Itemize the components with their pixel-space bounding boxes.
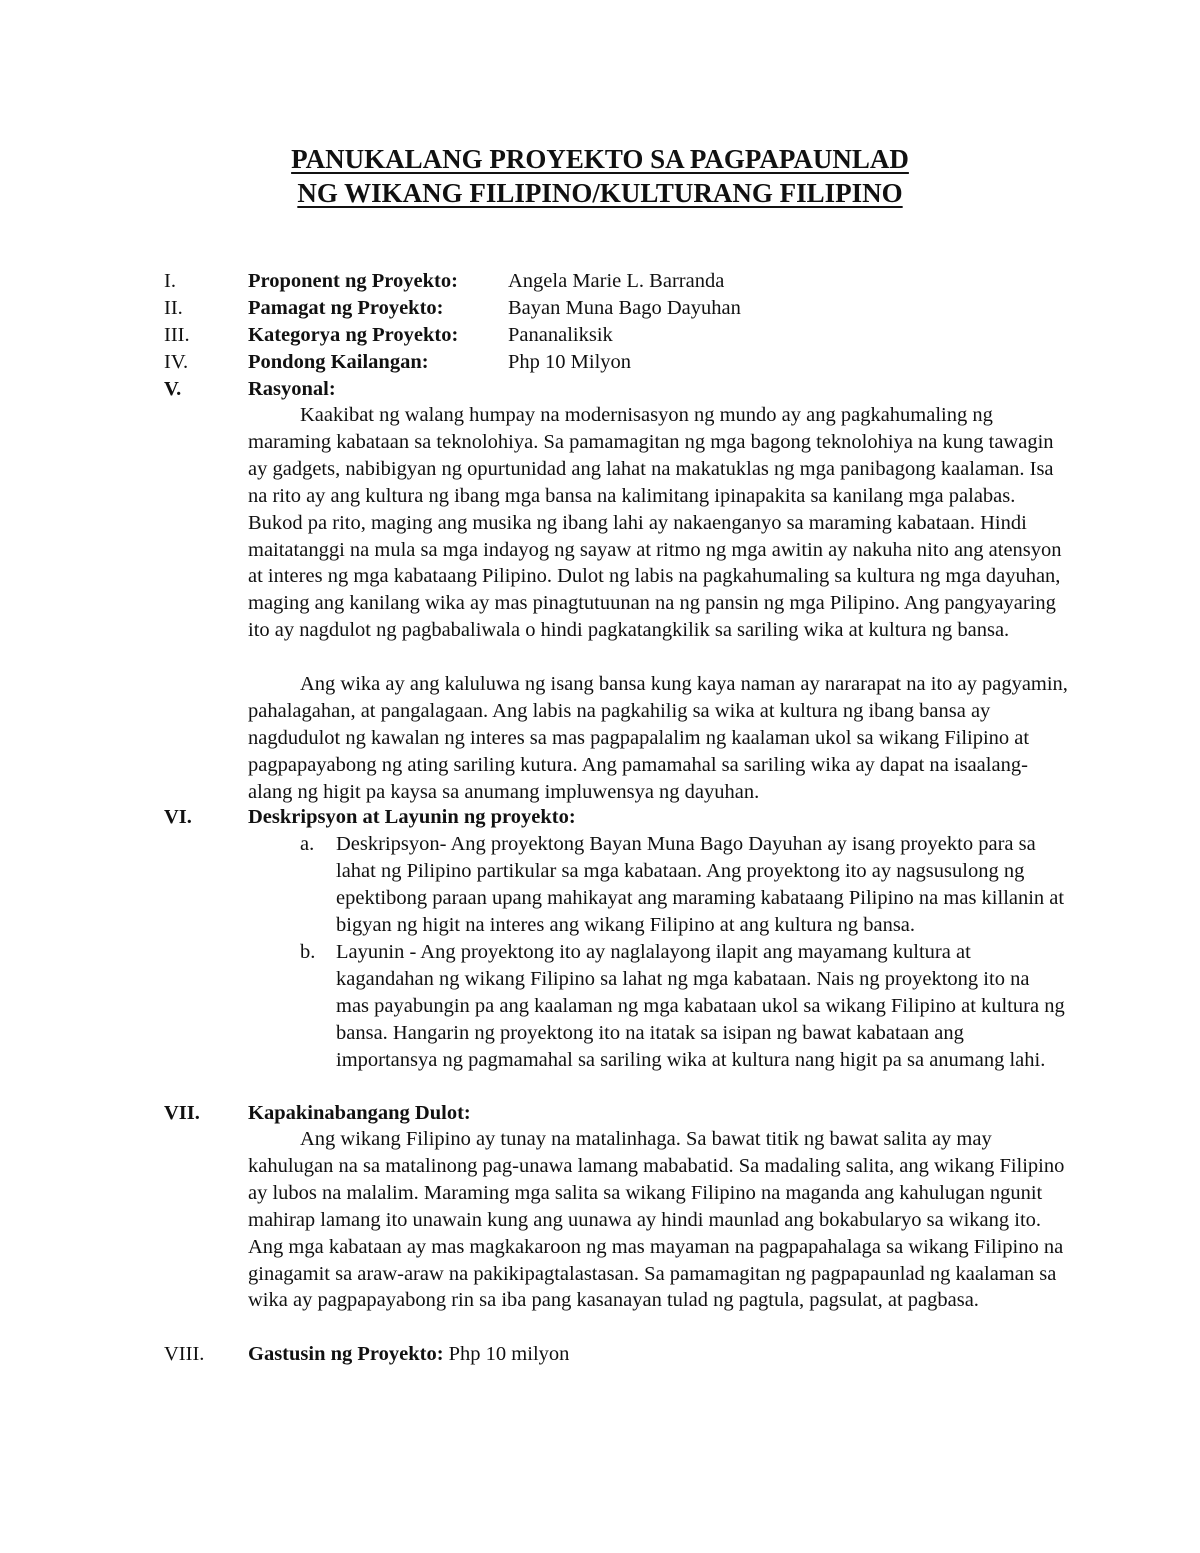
item-number: VIII. [164,1343,205,1365]
item-value: Angela Marie L. Barranda [508,270,725,292]
item-label: Proponent ng Proyekto: [248,270,458,292]
rasyonal-paragraph-1: Kaakibat ng walang humpay na modernisasyon ng mundo ay ang pagkahumaling ng maraming kabataan sa teknolohiya. Sa pamamagitan ng mga bagong teknolohiya na kung tawagin ay gadgets, nabibigyan ng opurtunidad ang lahat na makatuklas ng mga panibagong kaalaman. Isa na rito ay ang kultura ng ibang mga bansa na kalimitang ipinapakita sa kanilang mga palabas. Bukod pa rito, maging ang musika ng ibang lahi ay nakaenganyo sa maraming kabataan. Hindi maitatanggi na mula sa mga indayog ng sayaw at ritmo ng mga awitin ay nakuha nito ang atensyon at interes ng mga kabataang Pilipino. Dulot ng labis na pagkahumaling sa kultura ng mga dayuhan, maging ang kanilang wika ay mas pinagtutuunan na ng pansin ng mga Pilipino. Ang pangyayaring ito ay nagdulot ng pagbabaliwala o hindi pagkatangkilik sa sariling wika at kultura ng bansa. [248,404,1062,642]
item-number: IV. [164,351,189,373]
gastusin-label: Gastusin ng Proyekto: [248,1343,444,1365]
section-label: Rasyonal: [248,378,336,400]
rasyonal-paragraph-2: Ang wika ay ang kaluluwa ng isang bansa kung kaya naman ay nararapat na ito ay pagyamin, pahalagahan, at pangalagaan. Ang labis na pagkahilig sa wika at kultura ng ibang bansa ay nagdudulot ng kawalan ng interes sa mas pagpapalalim ng kaalaman ukol sa wikang Filipino at pagpapayabong ng ating sariling kutura. Ang pamamahal sa sariling wika ay dapat na isaalang-alang ng higit pa kaysa sa anumang impluwensya ng dayuhan. [248,673,1068,803]
item-label [248,1341,569,1368]
document-title-line-2: NG WIKANG FILIPINO/KULTURANG FILIPINO [297,178,903,208]
gastusin-value: Php 10 milyon [448,1343,570,1365]
list-marker-b: b. [300,941,316,963]
item-number: II. [164,297,183,319]
item-value: Bayan Muna Bago Dayuhan [508,297,741,319]
section-number: VI. [164,806,192,828]
deskripsyon-text: Deskripsyon- Ang proyektong Bayan Muna Bago Dayuhan ay isang proyekto para sa lahat ng Pilipino partikular sa mga kabataan. Ang proyektong ito ay nagsusulong ng epektibong paraan upang mahikayat ang maraming kabataang Pilipino na mas killanin at bigyan ng higit na interes ang wikang Filipino at ang kultura ng bansa. [336,833,1065,936]
item-label: Kategorya ng Proyekto: [248,324,459,346]
item-value: Pananaliksik [508,324,613,346]
section-label: Deskripsyon at Layunin ng proyekto: [248,806,576,828]
item-label: Pondong Kailangan: [248,351,429,373]
section-number: V. [164,378,182,400]
layunin-text: Layunin - Ang proyektong ito ay naglalayong ilapit ang mayamang kultura at kagandahan ng wikang Filipino sa lahat ng mga kabataan. Nais ng proyektong ito na mas payabungin pa ang kaalaman ng mga kabataan ukol sa wikang Filipino at kultura ng bansa. Hangarin ng proyektong ito na itatak sa isipan ng bawat kabataan ang importansya ng pagmamahal sa sariling wika at kultura nang higit pa sa anumang lahi. [336,941,1065,1071]
item-number: I. [164,270,176,292]
list-marker-a: a. [300,833,315,855]
section-label: Kapakinabangang Dulot: [248,1102,471,1124]
section-number: VII. [164,1102,200,1124]
item-label: Pamagat ng Proyekto: [248,297,444,319]
item-value: Php 10 Milyon [508,351,632,373]
item-number: III. [164,324,190,346]
document-title-line-1: PANUKALANG PROYEKTO SA PAGPAPAUNLAD [291,144,909,174]
kapakinabangan-paragraph: Ang wikang Filipino ay tunay na matalinhaga. Sa bawat titik ng bawat salita ay may kahulugan na sa matalinong pag-unawa lamang mababatid. Sa madaling salita, ang wikang Filipino ay lubos na malalim. Maraming mga salita sa wikang Filipino na maganda ang kahulugan ngunit mahirap lamang ito unawain kung ang uunawa ay hindi maunlad ang bokabularyo sa wikang ito. Ang mga kabataan ay mas magkakaroon ng mas mayaman na pagpapahalaga sa wikang Filipino na ginagamit sa araw-araw na pakikipagtalastasan. Sa pamamagitan ng pagpapaunlad ng kaalaman sa wika ay pagpapayabong rin sa iba pang kasanayan tulad ng pagtula, pagsulat, at pagbasa. [248,1128,1065,1312]
